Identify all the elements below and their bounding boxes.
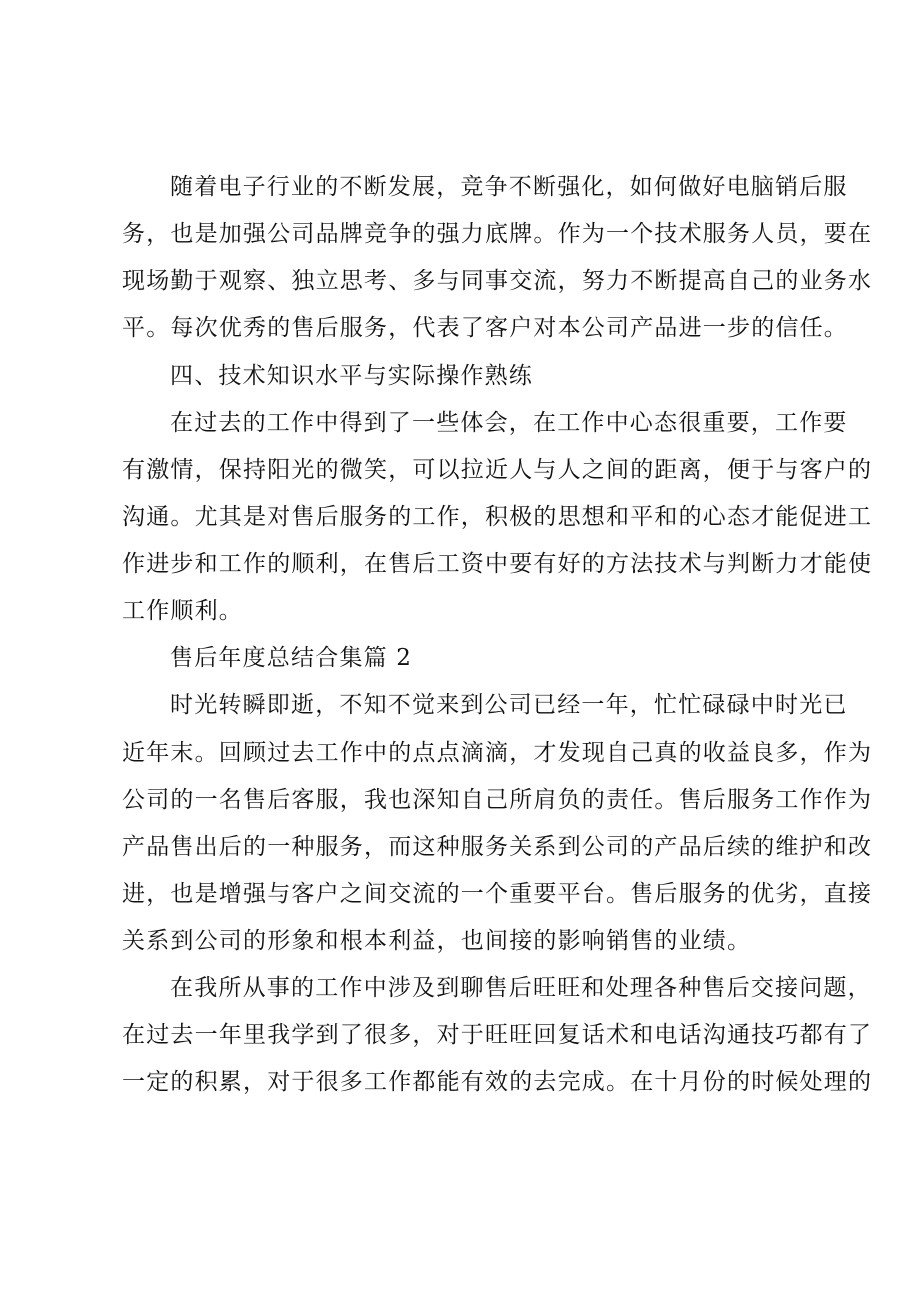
- paragraph-line: 进，也是增强与客户之间交流的一个重要平台。售后服务的优劣，直接: [122, 881, 873, 907]
- paragraph-line: 关系到公司的形象和根本利益，也间接的影响销售的业绩。: [122, 928, 752, 954]
- paragraph-line: 在我所从事的工作中涉及到聊售后旺旺和处理各种售后交接问题，: [170, 975, 872, 1001]
- paragraph-line: 平。每次优秀的售后服务，代表了客户对本公司产品进一步的信任。: [122, 315, 848, 341]
- paragraph-line: 在过去一年里我学到了很多，对于旺旺回复话术和电话沟通技巧都有了: [122, 1022, 873, 1048]
- paragraph-line: 现场勤于观察、独立思考、多与同事交流，努力不断提高自己的业务水: [122, 268, 873, 294]
- paragraph-line: 近年末。回顾过去工作中的点点滴滴，才发现自己真的收益良多，作为: [122, 740, 873, 766]
- paragraph-line: 作进步和工作的顺利，在售后工资中要有好的方法技术与判断力才能使: [122, 551, 873, 577]
- paragraph-line: 工作顺利。: [122, 598, 243, 624]
- paragraph-line: 产品售出后的一种服务，而这种服务关系到公司的产品后续的维护和改: [122, 834, 873, 860]
- paragraph-line: 务，也是加强公司品牌竞争的强力底牌。作为一个技术服务人员，要在: [122, 221, 873, 247]
- paragraph-line: 时光转瞬即逝，不知不觉来到公司已经一年，忙忙碌碌中时光已: [170, 692, 848, 718]
- paragraph-line: 在过去的工作中得到了一些体会，在工作中心态很重要，工作要: [170, 410, 848, 436]
- paragraph-line: 有激情，保持阳光的微笑，可以拉近人与人之间的距离，便于与客户的: [122, 457, 873, 483]
- article-title: 售后年度总结合集篇 2: [170, 645, 413, 671]
- paragraph-line: 一定的积累，对于很多工作都能有效的去完成。在十月份的时候处理的: [122, 1069, 873, 1095]
- paragraph-line: 公司的一名售后客服，我也深知自己所肩负的责任。售后服务工作作为: [122, 787, 873, 813]
- section-heading: 四、技术知识水平与实际操作熟练: [170, 363, 533, 389]
- paragraph-line: 沟通。尤其是对售后服务的工作，积极的思想和平和的心态才能促进工: [122, 504, 873, 530]
- paragraph-line: 随着电子行业的不断发展，竞争不断强化，如何做好电脑销后服: [170, 174, 848, 200]
